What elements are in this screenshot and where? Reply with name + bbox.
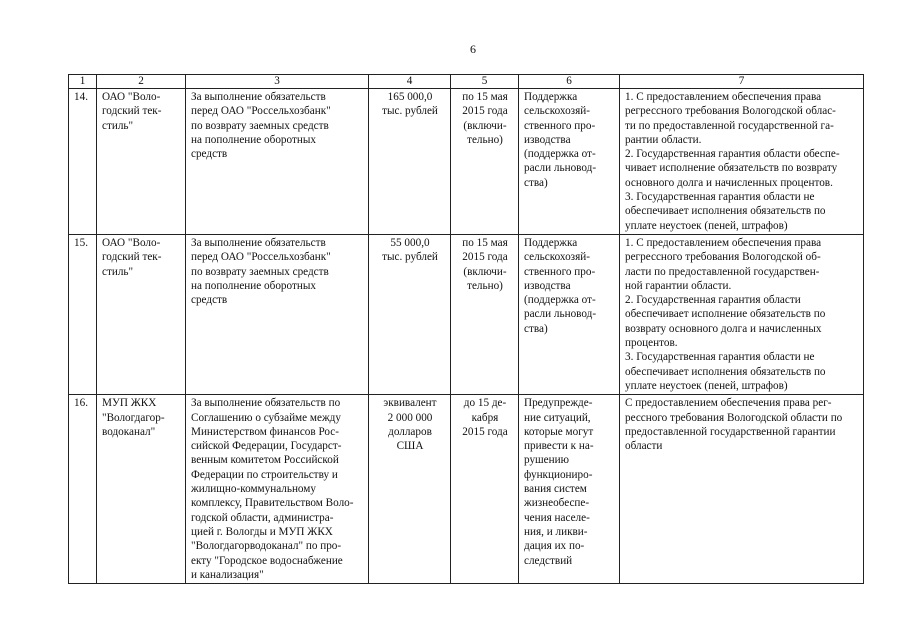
organization-cell: ОАО "Воло- годский тек- стиль" (102, 91, 162, 132)
table-row (69, 234, 864, 394)
purpose-cell: За выполнение обязательств перед ОАО "Россельхозбанк" по возврату заемных средств на пополнение оборотных средств (191, 236, 331, 307)
amount-cell: 165 000,0 тыс. рублей (382, 91, 438, 118)
purpose-cell: За выполнение обязательств перед ОАО "Россельхозбанк" по возврату заемных средств на пополнение оборотных средств (191, 91, 331, 161)
organization-cell: ОАО "Воло- годский тек- стиль" (102, 236, 162, 278)
row-number: 16. (74, 397, 88, 410)
conditions-cell: 1. С предоставлением обеспечения права регрессного требования Вологодской об- ласти по предоставленной государствен- ной гарантии области. 2. Государственная гарантия области обеспечивает исполнение обязательств по возврату основного долга и начисленных процентов. 3. Государственная гарантия области не обеспечивает исполнения обязательств по уплате неустоек (пеней, штрафов) (625, 236, 826, 392)
term-cell: до 15 де- кабря 2015 года (462, 397, 508, 438)
header-col-4: 4 (369, 75, 451, 89)
row-number: 15. (74, 236, 88, 249)
conditions-cell: С предоставлением обеспечения права рег- рессного требования Вологодской области по предоставленной государственной гарантии области (625, 397, 843, 453)
header-col-5: 5 (451, 75, 519, 89)
header-col-7: 7 (620, 75, 864, 89)
table-row (69, 395, 864, 584)
amount-cell: 55 000,0 тыс. рублей (382, 236, 438, 264)
page-number: 6 (470, 42, 476, 56)
organization-cell: МУП ЖКХ "Вологдагор- водоканал" (102, 397, 165, 438)
guarantee-table (68, 74, 864, 584)
row-number: 14. (74, 91, 88, 103)
term-cell: по 15 мая 2015 года (включи- тельно) (462, 236, 508, 292)
support-cell: Предупрежде- ние ситуаций, которые могут привести к на- рушению функциониро- вания систем жизнеобеспе- чения населе- ния, и ликви- дация их по- следствий (524, 397, 594, 567)
header-col-1: 1 (69, 75, 97, 89)
support-cell: Поддержка сельскохозяй- ственного про- изводства (поддержка от- расли льновод- ства) (524, 91, 597, 189)
purpose-cell: За выполнение обязательств по Соглашению о субзайме между Министерством финансов Рос- сийской Федерации, Государст- венным комитетом Российской Федерации по строительству и жилищно-коммунальному комплексу, Правительством Воло- годской области, администра- цией г. Вологды и МУП ЖКХ "Вологдагорводоканал" по про- екту "Городское водоснабжение и канализация" (191, 397, 354, 581)
header-row (69, 75, 864, 89)
header-col-3: 3 (186, 75, 369, 89)
header-col-6: 6 (519, 75, 620, 89)
amount-cell: эквивалент 2 000 000 долларов США (383, 397, 437, 453)
support-cell: Поддержка сельскохозяй- ственного про- изводства (поддержка от- расли льновод- ства) (524, 236, 597, 335)
table-row (69, 89, 864, 235)
term-cell: по 15 мая 2015 года (включи- тельно) (462, 91, 508, 146)
header-col-2: 2 (97, 75, 186, 89)
conditions-cell: 1. С предоставлением обеспечения права регрессного требования Вологодской облас- ти по предоставленной государственной га- рантии области. 2. Государственная гарантия области обеспе- чивает исполнение обязательств по возврату основного долга и начисленных процентов. 3. Государственная гарантия области не обеспечивает исполнения обязательств по уплате неустоек (пеней, штрафов) (625, 91, 840, 232)
